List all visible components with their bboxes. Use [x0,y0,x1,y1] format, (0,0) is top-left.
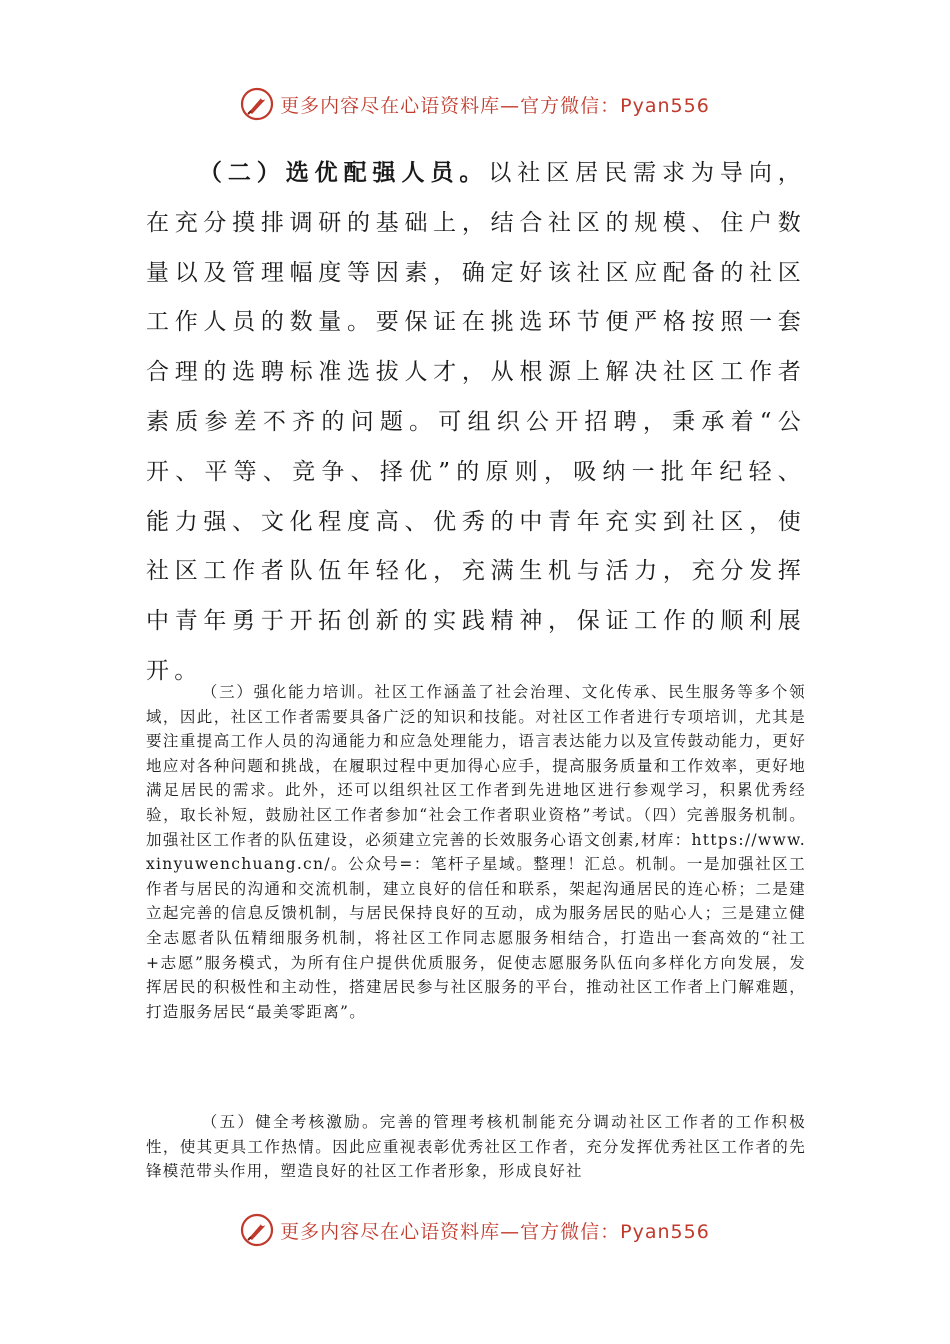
banner-text: 更多内容尽在心语资料库—官方微信：Pyan556 [280,1220,710,1243]
header-watermark-banner [0,84,950,124]
footer-watermark-banner [0,1210,950,1250]
quill-logo-icon [240,87,274,121]
paragraph-training-and-service: （三）强化能力培训。社区工作涵盖了社会治理、文化传承、民生服务等多个领域，因此，社区工作者需要具备广泛的知识和技能。对社区工作者进行专项培训，尤其是要注重提高工作人员的沟通能力和应急处理能力，语言表达能力以及宣传鼓动能力，更好地应对各种问题和挑战，在履职过程中更加得心应手，提高服务质量和工作效率，更好地满足居民的需求。此外，还可以组织社区工作者到先进地区进行参观学习，积累优秀经验，取长补短，鼓励社区工作者参加“社会工作者职业资格”考试。（四）完善服务机制。加强社区工作者的队伍建设，必须建立完善的长效服务心语文创素,材库：https://www.xinyuwenchuang.cn/。公众号=：笔杆子星域。整理！汇总。机制。一是加强社区工作者与居民的沟通和交流机制，建立良好的信任和联系，架起沟通居民的连心桥；二是建立起完善的信息反馈机制，与居民保持良好的互动，成为服务居民的贴心人；三是建立健全志愿者队伍精细服务机制，将社区工作同志愿服务相结合，打造出一套高效的“社工+志愿”服务模式，为所有住户提供优质服务，促使志愿服务队伍向多样化方向发展，发挥居民的积极性和主动性，搭建居民参与社区服务的平台，推动社区工作者上门解难题，打造服务居民“最美零距离”。 [146,683,806,1021]
quill-logo-icon [240,1213,274,1247]
paragraph-staffing-body: 以社区居民需求为导向，在充分摸排调研的基础上，结合社区的规模、住户数量以及管理幅度等因素，确定好该社区应配备的社区工作人员的数量。要保证在挑选环节便严格按照一套合理的选聘标准选拔人才，从根源上解决社区工作者素质参差不齐的问题。可组织公开招聘，秉承着“公开、平等、竞争、择优”的原则，吸纳一批年纪轻、能力强、文化程度高、优秀的中青年充实到社区，使社区工作者队伍年轻化，充满生机与活力，充分发挥中青年勇于开拓创新的实践精神，保证工作的顺利展开。 [146,160,806,684]
paragraph-assessment: （五）健全考核激励。完善的管理考核机制能充分调动社区工作者的工作积极性，使其更具工作热情。因此应重视表彰优秀社区工作者，充分发挥优秀社区工作者的先锋模范带头作用，塑造良好的社区工作者形象，形成良好社 [146,1113,806,1181]
paragraph-staffing-heading: （二）选优配强人员。 [198,159,489,186]
paragraph-staffing [146,148,806,697]
banner-text: 更多内容尽在心语资料库—官方微信：Pyan556 [280,94,710,117]
